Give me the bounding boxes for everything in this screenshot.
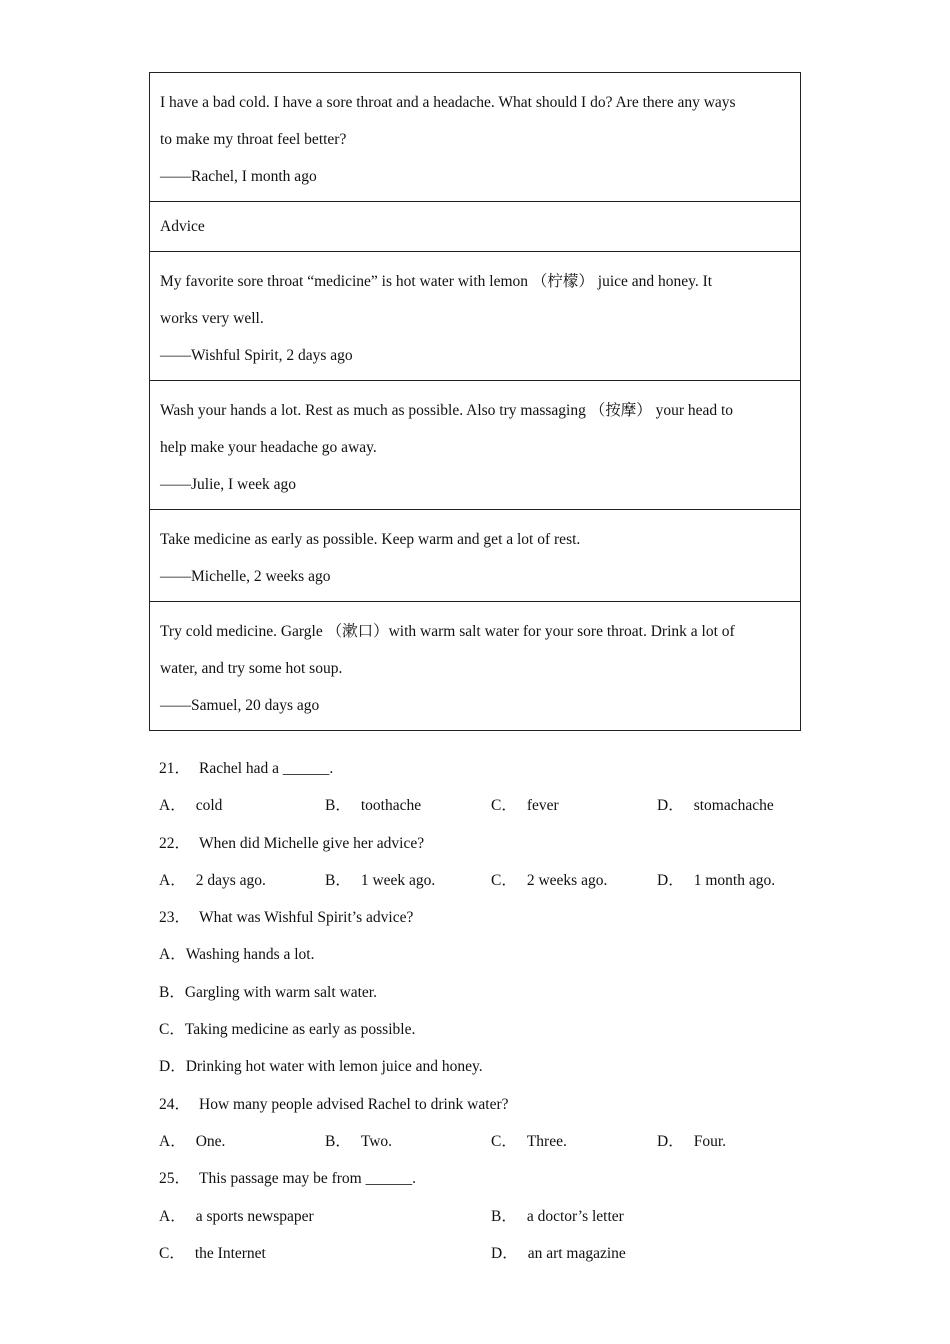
option-a[interactable]: A． a sports newspaper <box>159 1207 314 1225</box>
reply-text-line: help make your headache go away. <box>160 439 377 456</box>
option-row <box>159 1123 839 1160</box>
option-c[interactable]: C． the Internet <box>159 1244 266 1262</box>
option-c[interactable]: C． fever <box>491 797 559 815</box>
question-text: How many people advised Rachel to drink water? <box>199 1095 509 1113</box>
question-number: 23． <box>159 909 191 927</box>
option-d[interactable]: D． stomachache <box>657 797 774 815</box>
option-d[interactable]: D． 1 month ago. <box>657 871 776 889</box>
question-list <box>159 750 839 1272</box>
question-stem <box>159 1086 839 1123</box>
option-a[interactable]: A． One. <box>159 1132 226 1150</box>
advice-header-row <box>150 202 800 252</box>
question-text: What was Wishful Spirit’s advice? <box>199 909 414 927</box>
option-b[interactable]: B．Gargling with warm salt water. <box>159 983 377 1001</box>
question-number: 24． <box>159 1095 191 1113</box>
option-b[interactable]: B． a doctor’s letter <box>491 1207 624 1225</box>
reply-post <box>150 602 800 730</box>
question-text: Rachel had a ______. <box>199 760 334 777</box>
option-b[interactable]: B． 1 week ago. <box>325 871 436 889</box>
option-d[interactable]: D． an art magazine <box>491 1244 626 1262</box>
question-stem <box>159 750 839 787</box>
question-number: 21． <box>159 760 191 777</box>
option-row <box>159 1235 839 1272</box>
option-a[interactable]: A． 2 days ago. <box>159 871 266 889</box>
reply-text-line: Take medicine as early as possible. Keep warm and get a lot of rest. <box>160 531 581 548</box>
reply-post <box>150 381 800 510</box>
option-a[interactable]: A． cold <box>159 797 223 815</box>
question-text: This passage may be from ______. <box>199 1170 416 1188</box>
option-b[interactable]: B． Two. <box>325 1132 393 1150</box>
reply-signature: ——Michelle, 2 weeks ago <box>160 568 331 585</box>
post-text-line: I have a bad cold. I have a sore throat and a headache. What should I do? Are there any ways <box>160 94 736 111</box>
reply-text-line: Try cold medicine. Gargle （漱口）with warm salt water for your sore throat. Drink a lot of <box>160 623 735 640</box>
question-stem <box>159 825 839 862</box>
question-stem <box>159 1160 839 1197</box>
question-stem <box>159 899 839 936</box>
reply-post <box>150 252 800 381</box>
question-number: 22． <box>159 834 191 852</box>
reply-signature: ——Julie, I week ago <box>160 476 297 493</box>
post-signature: ——Rachel, I month ago <box>160 168 317 185</box>
reply-post <box>150 510 800 602</box>
option-c[interactable]: C．Taking medicine as early as possible. <box>159 1021 416 1039</box>
post-text-line: to make my throat feel better? <box>160 131 347 148</box>
advice-header: Advice <box>160 218 205 235</box>
reply-text-line: My favorite sore throat “medicine” is hot water with lemon （柠檬） juice and honey. It <box>160 273 713 290</box>
question-number: 25． <box>159 1170 191 1188</box>
option-c[interactable]: C． Three. <box>491 1132 567 1150</box>
option-b[interactable]: B． toothache <box>325 797 422 815</box>
option-row <box>159 1198 839 1235</box>
forum-table <box>149 72 801 731</box>
option-a[interactable]: A．Washing hands a lot. <box>159 946 315 964</box>
option-d[interactable]: D．Drinking hot water with lemon juice and honey. <box>159 1058 483 1076</box>
reply-text-line: Wash your hands a lot. Rest as much as possible. Also try massaging （按摩） your head to <box>160 402 734 419</box>
question-text: When did Michelle give her advice? <box>199 834 425 852</box>
option-d[interactable]: D． Four. <box>657 1132 727 1150</box>
option-row <box>159 787 839 824</box>
reply-signature: ——Samuel, 20 days ago <box>160 697 320 714</box>
reply-text-line: water, and try some hot soup. <box>160 660 343 677</box>
option-c[interactable]: C． 2 weeks ago. <box>491 871 608 889</box>
reply-signature: ——Wishful Spirit, 2 days ago <box>160 347 353 364</box>
reply-text-line: works very well. <box>160 310 264 327</box>
option-row <box>159 862 839 899</box>
question-post <box>150 73 800 202</box>
